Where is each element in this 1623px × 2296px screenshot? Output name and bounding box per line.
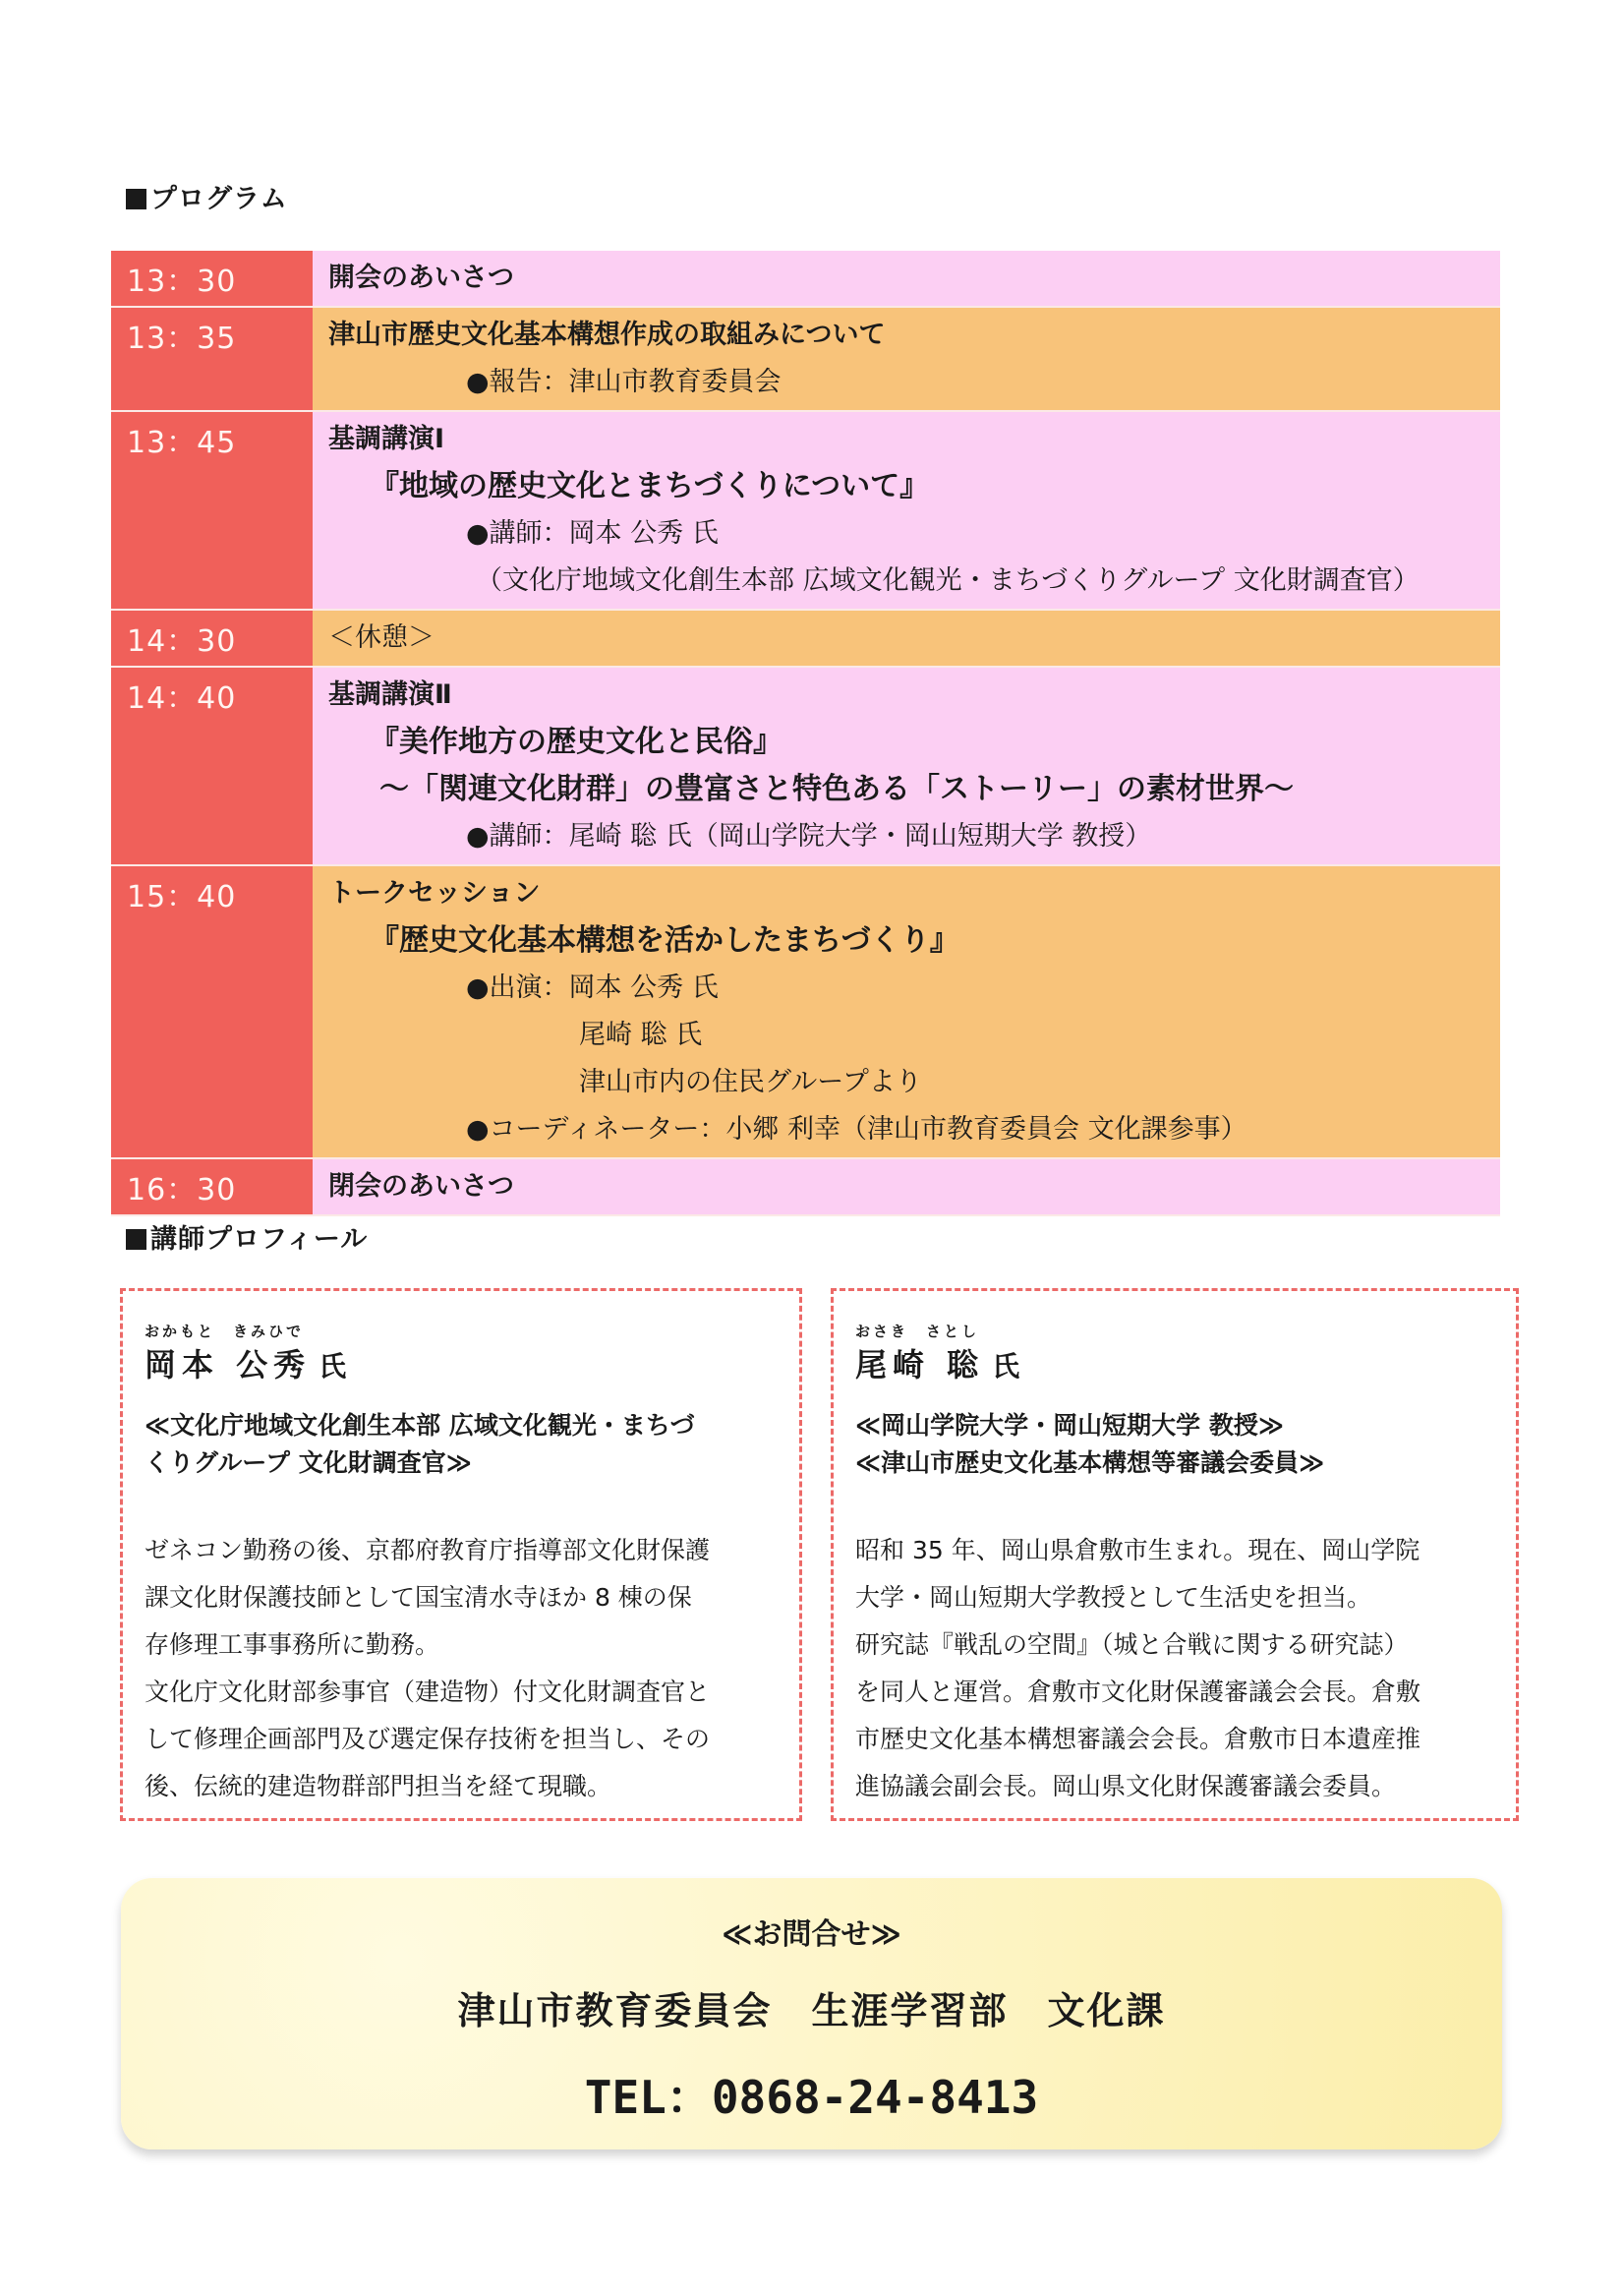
program-line: ●コーディネーター：小郷 利幸（津山市教育委員会 文化課参事）	[466, 1114, 1247, 1145]
program-row	[111, 668, 1500, 866]
program-line: 『美作地方の歴史文化と民俗』	[370, 725, 783, 759]
program-line: 津山市歴史文化基本構想作成の取組みについて	[328, 320, 886, 350]
program-time: 14：30	[111, 611, 313, 668]
square-bullet-icon	[126, 1229, 146, 1250]
program-line: ●講師：尾崎 聡 氏（岡山学院大学・岡山短期大学 教授）	[466, 821, 1152, 852]
profile-card-okamoto	[120, 1288, 802, 1821]
program-time: 15：40	[111, 866, 313, 1159]
program-table	[111, 251, 1500, 1216]
contact-phone: TEL：0868-24-8413	[584, 2071, 1039, 2124]
contact-box	[121, 1878, 1502, 2149]
name-ruby: おかもと きみひで	[145, 1323, 305, 1340]
program-line: ＜休憩＞	[328, 622, 435, 653]
program-line: ●出演：岡本 公秀 氏	[466, 972, 719, 1003]
square-bullet-icon	[126, 189, 146, 209]
program-line: 閉会のあいさつ	[328, 1171, 514, 1202]
program-content	[313, 668, 1500, 866]
program-row	[111, 412, 1500, 611]
program-line: （文化庁地域文化創生本部 広域文化観光・まちづくりグループ 文化財調査官）	[476, 565, 1420, 596]
speaker-name: 岡本 公秀 氏	[145, 1346, 347, 1383]
program-row	[111, 611, 1500, 668]
program-line: 尾崎 聡 氏	[579, 1020, 703, 1050]
program-line: 開会のあいさつ	[328, 263, 514, 293]
speaker-title: ≪岡山学院大学・岡山短期大学 教授≫ ≪津山市歴史文化基本構想等審議会委員≫	[855, 1411, 1325, 1477]
program-line: トークセッション	[328, 878, 541, 909]
program-time: 13：30	[111, 251, 313, 308]
program-line: ●講師：岡本 公秀 氏	[466, 518, 719, 549]
program-time: 16：30	[111, 1159, 313, 1216]
program-content	[313, 1159, 1500, 1216]
program-line: 『歴史文化基本構想を活かしたまちづくり』	[370, 923, 959, 958]
name-ruby: おさき さとし	[855, 1323, 980, 1340]
program-line: ～「関連文化財群」の豊富さと特色ある「ストーリー」の素材世界～	[379, 772, 1294, 806]
program-line: 津山市内の住民グループより	[579, 1067, 922, 1097]
program-row	[111, 308, 1500, 412]
program-line: 基調講演Ⅰ	[328, 424, 445, 454]
program-line: 『地域の歴史文化とまちづくりについて』	[370, 469, 930, 503]
profile-card-ozaki	[831, 1288, 1519, 1821]
program-content	[313, 412, 1500, 611]
contact-heading: ≪お問合せ≫	[722, 1917, 901, 1952]
program-row	[111, 251, 1500, 308]
program-time: 14：40	[111, 668, 313, 866]
program-heading: プログラム	[126, 177, 288, 215]
program-line: ●報告：津山市教育委員会	[466, 367, 782, 397]
speaker-name: 尾崎 聡 氏	[855, 1346, 1020, 1383]
speaker-description: 昭和 35 年、岡山県倉敷市生まれ。現在、岡山学院 大学・岡山短期大学教授として生活史を担当。 研究誌『戦乱の空間』（城と合戦に関する研究誌） を同人と運営。倉敷市文化財保護審議会会長。倉敷 市歴史文化基本構想審議会会長。倉敷市日本遺産推 進協議会副会長。岡山県文化財保護審議会委員。	[855, 1536, 1421, 1800]
contact-organization: 津山市教育委員会 生涯学習部 文化課	[457, 1989, 1166, 2032]
program-time: 13：45	[111, 412, 313, 611]
profiles-heading: 講師プロフィール	[126, 1217, 368, 1256]
speaker-title: ≪文化庁地域文化創生本部 広域文化観光・まちづ くりグループ 文化財調査官≫	[145, 1411, 695, 1477]
program-row	[111, 1159, 1500, 1216]
program-content	[313, 251, 1500, 308]
program-content	[313, 308, 1500, 412]
program-line: 基調講演Ⅱ	[328, 679, 452, 710]
speaker-description: ゼネコン勤務の後、京都府教育庁指導部文化財保護 課文化財保護技師として国宝清水寺ほか 8 棟の保 存修理工事事務所に勤務。 文化庁文化財部参事官（建造物）付文化財調査官と して修理企画部門及び選定保存技術を担当し、その 後、伝統的建造物群部門担当を経て現職。	[145, 1536, 711, 1800]
program-content	[313, 866, 1500, 1159]
program-row	[111, 866, 1500, 1159]
program-time: 13：35	[111, 308, 313, 412]
program-content	[313, 611, 1500, 668]
